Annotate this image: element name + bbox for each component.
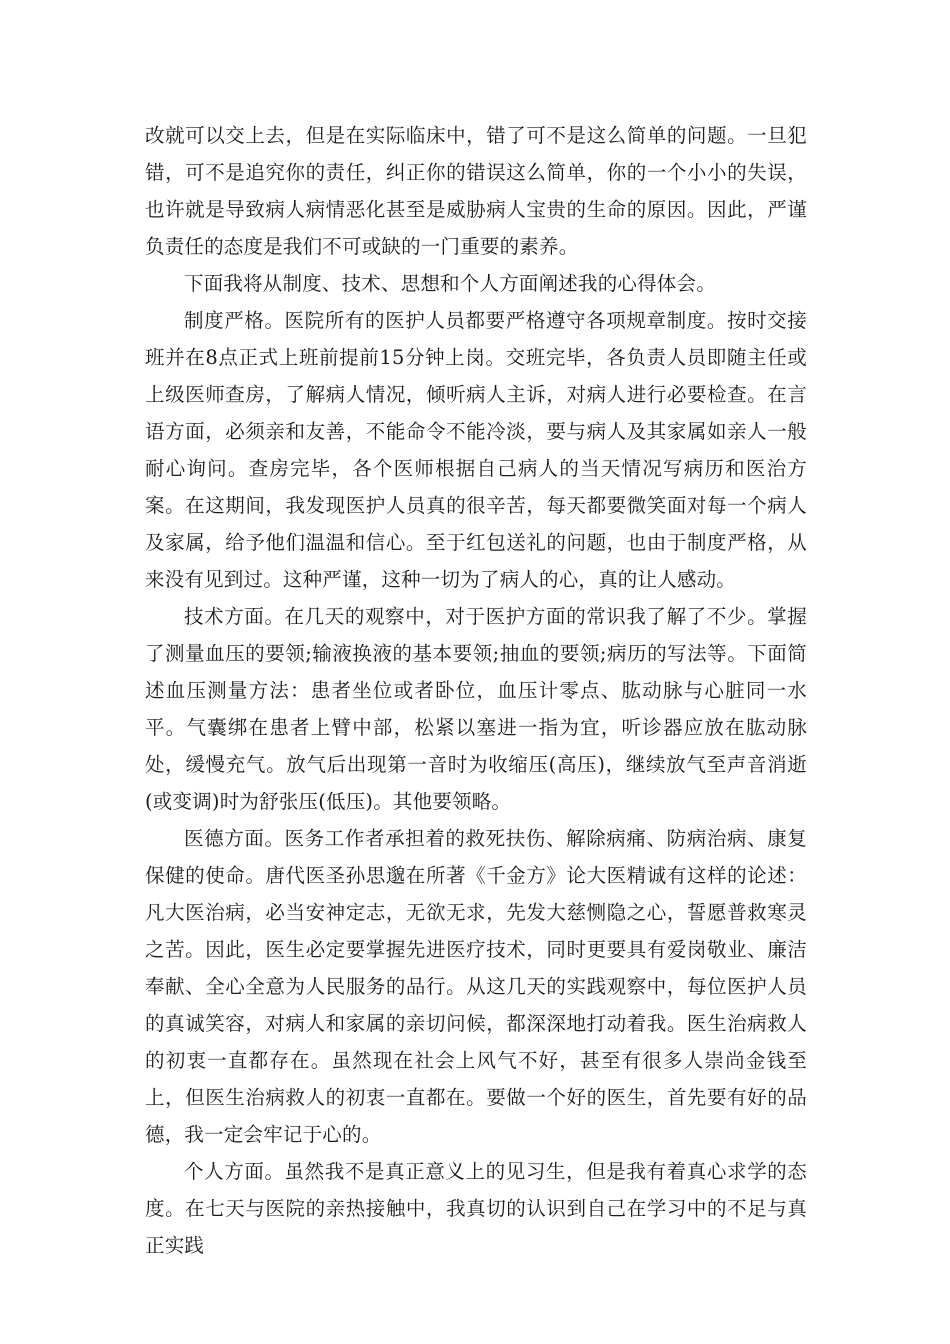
paragraph-ethics: 医德方面。医务工作者承担着的救死扶伤、解除病痛、防病治病、康复保健的使命。唐代医圣孙思邈在所著《千金方》论大医精诚有这样的论述：凡大医治病，必当安神定志，无欲无求，先发大慈恻隐之心，誓愿普救寒灵之苦。因此，医生必定要掌握先进医疗技术，同时更要具有爱岗敬业、廉洁奉献、全心全意为人民服务的品行。从这几天的实践观察中，每位医护人员的真诚笑容，对病人和家属的亲切问候，都深深地打动着我。医生治病救人的初衷一直都存在。虽然现在社会上风气不好，甚至有很多人崇尚金钱至上，但医生治病救人的初衷一直都在。要做一个好的医生，首先要有好的品德，我一定会牢记于心的。 — [145, 827, 807, 1146]
paragraph-personal: 个人方面。虽然我不是真正意义上的见习生，但是我有着真心求学的态度。在七天与医院的亲热接触中，我真切的认识到自己在学习中的不足与真正实践 — [145, 1160, 807, 1257]
paragraph-system: 制度严格。医院所有的医护人员都要严格遵守各项规章制度。按时交接班并在8点正式上班前提前15分钟上岗。交班完毕，各负责人员即随主任或上级医师查房，了解病人情况，倾听病人主诉，对病人进行必要检查。在言语方面，必须亲和友善，不能命令不能冷淡，要与病人及其家属如亲人一般耐心询问。查房完毕，各个医师根据自己病人的当天情况写病历和医治方案。在这期间，我发现医护人员真的很辛苦，每天都要微笑面对每一个病人及家属，给予他们温温和信心。至于红包送礼的问题，也由于制度严格，从来没有见到过。这种严谨，这种一切为了病人的心，真的让人感动。 — [145, 309, 807, 591]
document-body — [145, 117, 807, 1264]
paragraph-intro: 下面我将从制度、技术、思想和个人方面阐述我的心得体会。 — [184, 272, 716, 295]
paragraph-technique: 技术方面。在几天的观察中，对于医护方面的常识我了解了不少。掌握了测量血压的要领;输液换液的基本要领;抽血的要领;病历的写法等。下面简述血压测量方法：患者坐位或者卧位，血压计零点、肱动脉与心脏同一水平。气囊绑在患者上臂中部，松紧以塞进一指为宜，听诊器应放在肱动脉处，缓慢充气。放气后出现第一音时为收缩压(高压)，继续放气至声音消逝(或变调)时为舒张压(低压)。其他要领略。 — [145, 605, 807, 813]
paragraph-continuation: 改就可以交上去，但是在实际临床中，错了可不是这么简单的问题。一旦犯错，可不是追究你的责任，纠正你的错误这么简单，你的一个小小的失误，也许就是导致病人病情恶化甚至是威胁病人宝贵的生命的原因。因此，严谨负责任的态度是我们不可或缺的一门重要的素养。 — [145, 124, 807, 258]
